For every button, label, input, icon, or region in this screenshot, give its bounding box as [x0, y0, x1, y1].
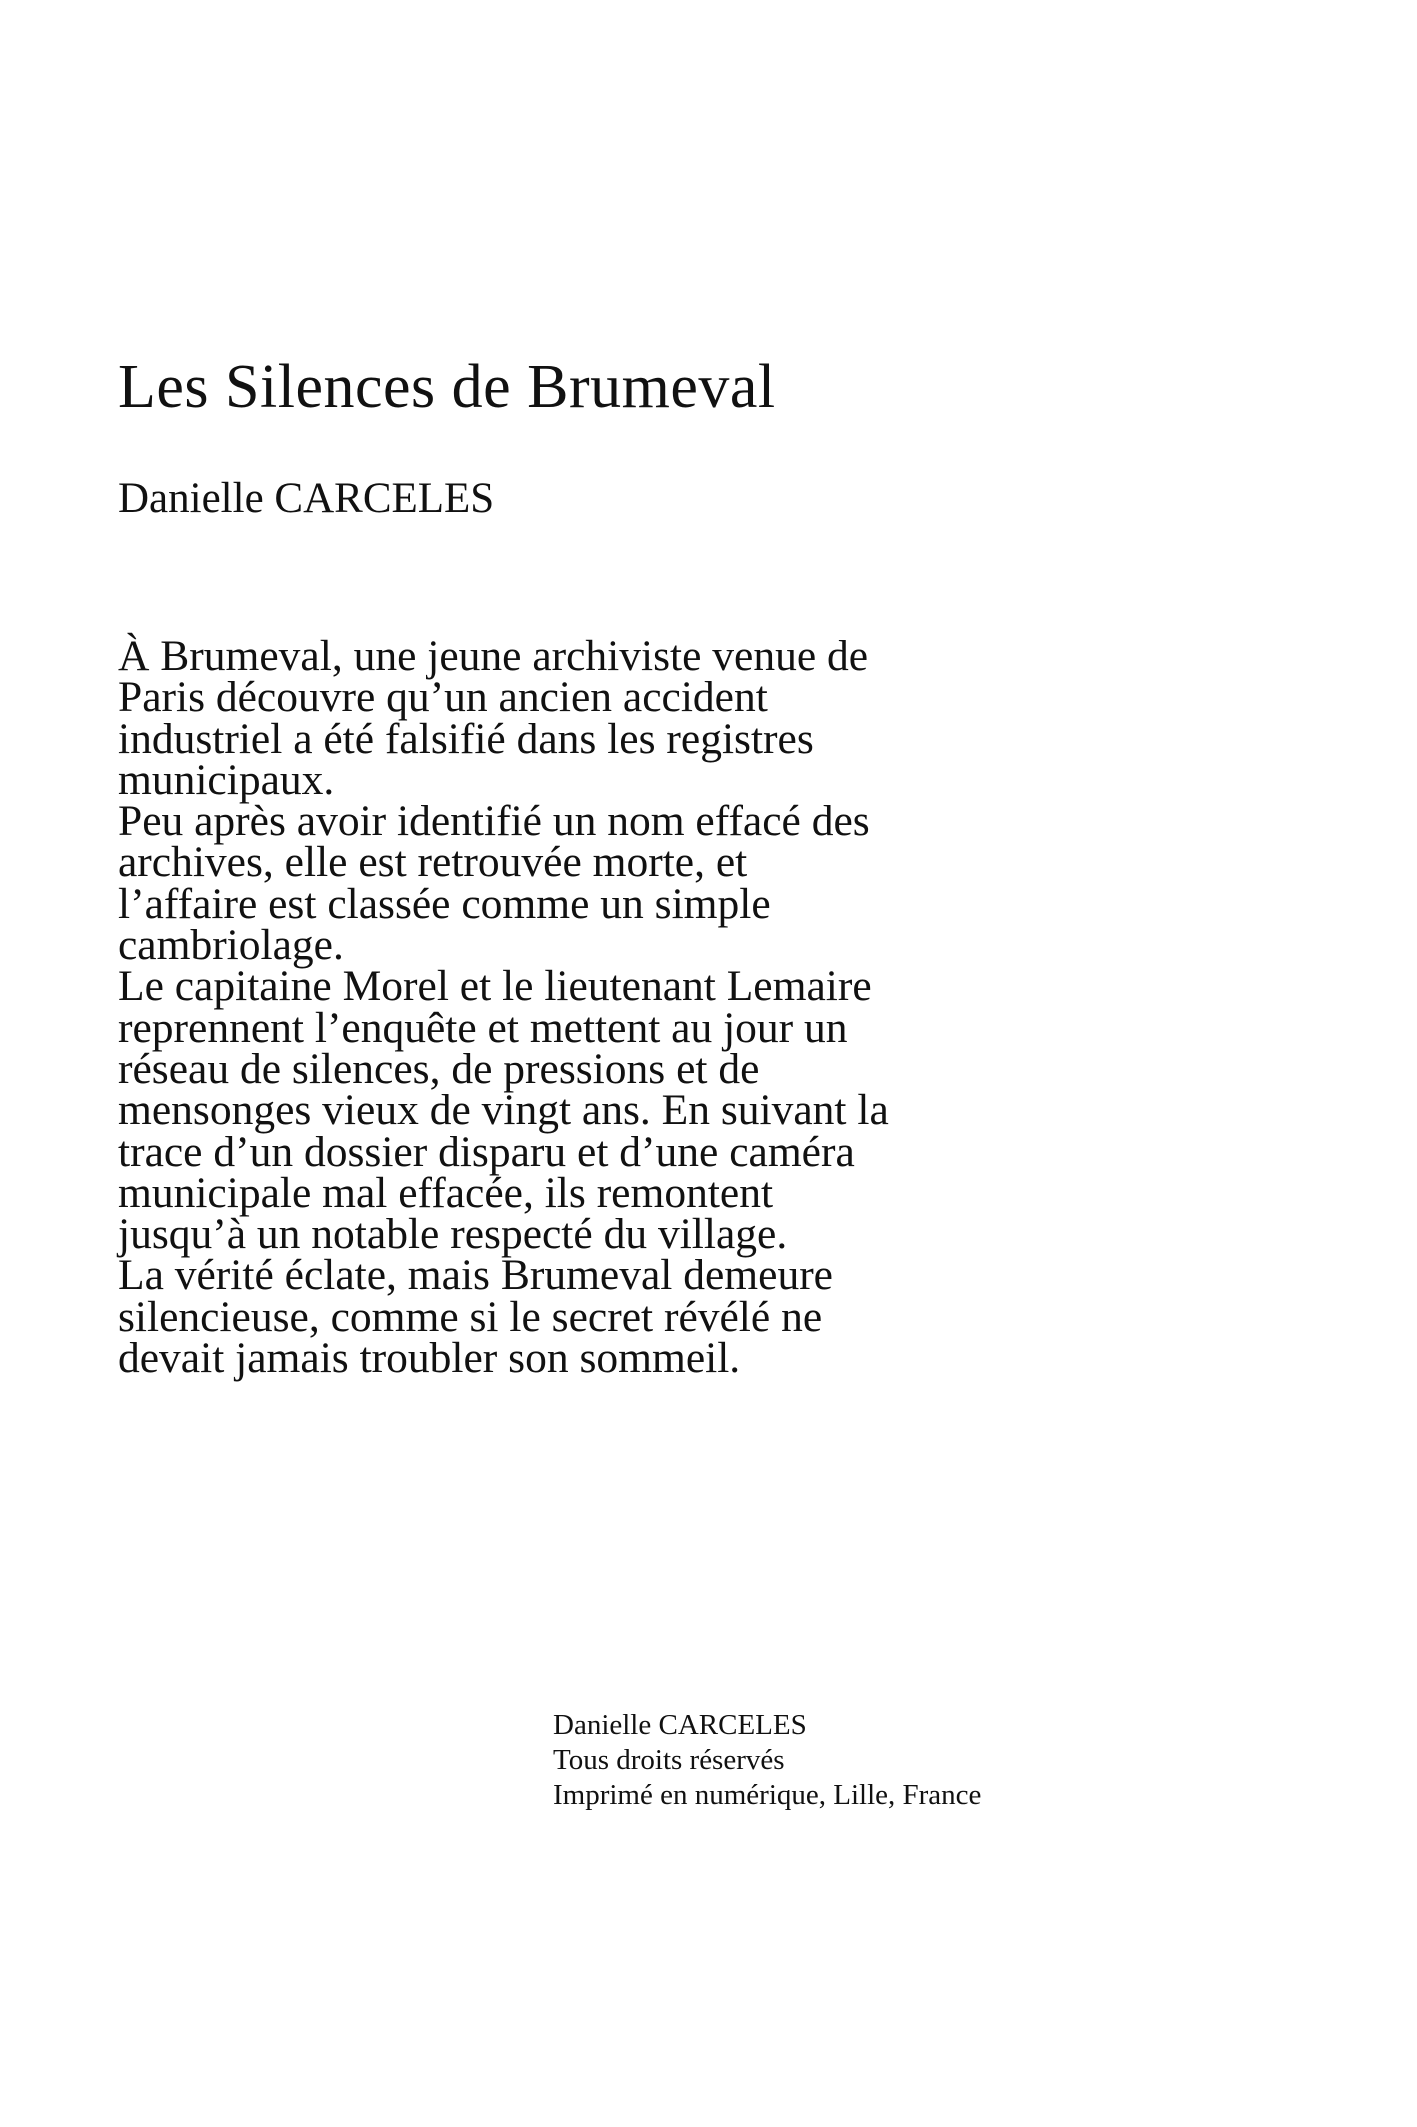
blurb-line: La vérité éclate, mais Brumeval demeure	[118, 1251, 833, 1300]
blurb-paragraph	[118, 797, 1118, 970]
blurb-line: municipale mal effacée, ils remontent	[118, 1168, 774, 1217]
blurb-line: silencieuse, comme si le secret révélé ne	[118, 1292, 823, 1341]
book-author: Danielle CARCELES	[118, 475, 495, 522]
back-cover-blurb	[118, 632, 1118, 1383]
blurb-line: jusqu’à un notable respecté du village.	[118, 1210, 788, 1259]
blurb-line: devait jamais troubler son sommeil.	[118, 1334, 741, 1383]
blurb-line: Paris découvre qu’un ancien accident	[118, 673, 768, 722]
blurb-line: industriel a été falsifié dans les registres	[118, 714, 814, 763]
blurb-line: trace d’un dossier disparu et d’une caméra	[118, 1127, 855, 1176]
blurb-line: reprennent l’enquête et mettent au jour un	[118, 1003, 848, 1052]
blurb-line: mensonges vieux de vingt ans. En suivant la	[118, 1086, 889, 1135]
colophon-printing: Imprimé en numérique, Lille, France	[553, 1779, 982, 1811]
blurb-line: municipaux.	[118, 755, 335, 804]
blurb-line: archives, elle est retrouvée morte, et	[118, 838, 748, 887]
colophon-rights: Tous droits réservés	[553, 1744, 785, 1776]
blurb-line: cambriolage.	[118, 921, 344, 970]
colophon-author: Danielle CARCELES	[553, 1709, 807, 1741]
blurb-line: réseau de silences, de pressions et de	[118, 1044, 760, 1093]
blurb-line: Le capitaine Morel et le lieutenant Lemaire	[118, 962, 872, 1011]
blurb-line: l’affaire est classée comme un simple	[118, 879, 771, 928]
colophon	[553, 1708, 981, 1813]
book-title: Les Silences de Brumeval	[118, 353, 776, 421]
blurb-line: À Brumeval, une jeune archiviste venue de	[118, 632, 869, 680]
blurb-line: Peu après avoir identifié un nom effacé des	[118, 797, 870, 846]
blurb-paragraph	[118, 962, 1118, 1259]
blurb-paragraph	[118, 1251, 1118, 1383]
blurb-paragraph	[118, 632, 1118, 804]
